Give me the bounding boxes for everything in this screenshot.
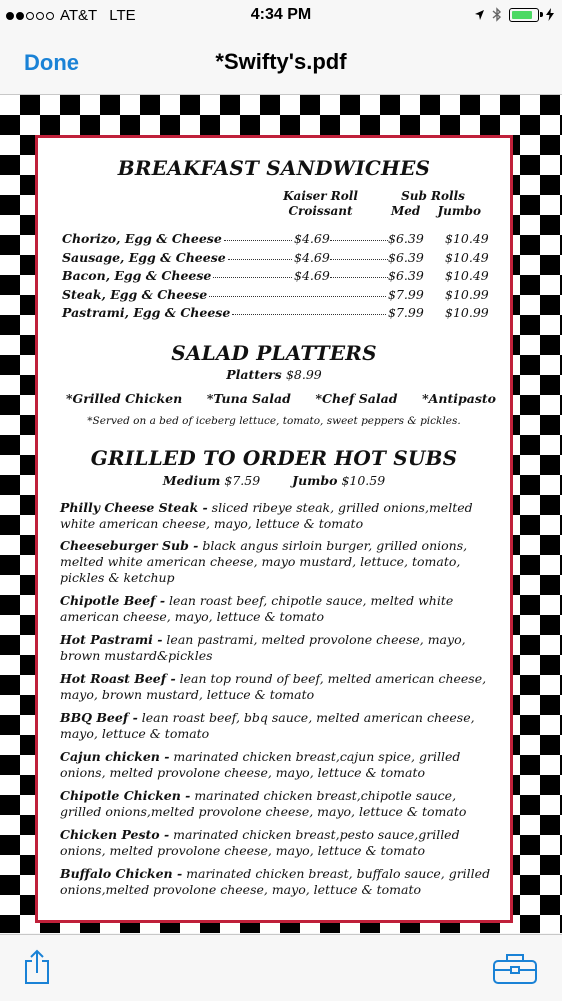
hot-sub-item bbox=[60, 671, 500, 703]
dotted-leader bbox=[213, 277, 292, 278]
breakfast-item bbox=[62, 268, 492, 286]
bottom-toolbar bbox=[0, 934, 562, 1001]
document-title: *Swifty's.pdf bbox=[215, 49, 347, 74]
hot-sub-item bbox=[60, 788, 500, 820]
salad-items bbox=[66, 391, 496, 406]
hot-sub-item bbox=[60, 866, 500, 898]
dotted-leader bbox=[224, 240, 292, 241]
jumbo-label: Jumbo bbox=[437, 204, 481, 218]
menu-page bbox=[35, 135, 513, 923]
sub-description: marinated chicken breast, buffalo sauce, grilled onions,melted provolone cheese, mayo, lettuce & tomato bbox=[60, 866, 491, 897]
sub-description: lean roast beef, bbq sauce, melted american cheese, mayo, lettuce & tomato bbox=[60, 710, 475, 741]
salad-note: *Served on a bed of iceberg lettuce, tomato, sweet peppers & pickles. bbox=[87, 415, 461, 427]
salad-item: *Antipasto bbox=[422, 391, 496, 406]
item-name: Sausage, Egg & Cheese bbox=[62, 249, 226, 265]
item-name: Bacon, Egg & Cheese bbox=[62, 268, 212, 283]
status-time: 4:34 PM bbox=[250, 6, 312, 23]
jumbo-price-label: Jumbo bbox=[292, 473, 338, 488]
sub-column-header bbox=[383, 189, 483, 219]
dotted-leader bbox=[330, 240, 388, 241]
markup-button[interactable] bbox=[492, 951, 538, 989]
med-price: $6.39 bbox=[388, 249, 424, 265]
salad-price-label: Platters bbox=[226, 367, 282, 382]
kaiser-column-header bbox=[273, 189, 368, 219]
med-label: Med bbox=[391, 204, 421, 218]
hot-sub-item bbox=[60, 593, 500, 625]
med-price: $7.99 bbox=[388, 305, 424, 320]
toolbox-icon bbox=[492, 951, 538, 985]
med-price: $6.39 bbox=[388, 268, 424, 283]
sub-name: Cajun chicken - bbox=[60, 749, 170, 764]
item-name: Chorizo, Egg & Cheese bbox=[62, 231, 222, 246]
breakfast-item bbox=[62, 250, 492, 268]
item-name: Steak, Egg & Cheese bbox=[62, 286, 208, 302]
med-price: $7.99 bbox=[388, 286, 424, 302]
breakfast-item bbox=[62, 231, 492, 249]
dotted-leader bbox=[330, 259, 388, 260]
sub-description: lean top round of beef, melted american cheese, mayo, brown mustard, lettuce & tomato bbox=[60, 671, 487, 702]
medium-price: $7.59 bbox=[224, 473, 261, 488]
sub-description: sliced ribeye steak, grilled onions,melted white american cheese, mayo, lettuce & tomato bbox=[60, 500, 473, 531]
subs-prices bbox=[38, 473, 510, 488]
jumbo-price: $10.59 bbox=[341, 473, 386, 488]
sub-name: Cheeseburger Sub - bbox=[60, 538, 199, 553]
kaiser-price: $4.69 bbox=[294, 231, 330, 246]
item-name: Pastrami, Egg & Cheese bbox=[62, 305, 231, 320]
bluetooth-icon bbox=[492, 7, 502, 22]
sub-description: lean roast beef, chipotle sauce, melted white american cheese, mayo, lettuce & tomato bbox=[60, 593, 454, 624]
jumbo-price: $10.99 bbox=[445, 305, 489, 320]
status-right bbox=[474, 7, 554, 22]
sub-description: black angus sirloin burger, grilled onions, melted white american cheese, mayo mustard, lettuce, tomato, pickles & ketchup bbox=[60, 538, 468, 585]
dotted-leader bbox=[209, 296, 386, 297]
breakfast-item bbox=[62, 287, 492, 305]
sub-name: Chipotle Chicken - bbox=[60, 788, 191, 803]
sub-name: Hot Roast Beef - bbox=[60, 671, 176, 686]
sub-rolls-label: Sub Rolls bbox=[401, 189, 465, 203]
kaiser-label: Kaiser Roll bbox=[283, 189, 358, 203]
breakfast-item bbox=[62, 305, 492, 323]
salad-item: *Grilled Chicken bbox=[66, 391, 183, 406]
salad-title: SALAD PLATTERS bbox=[171, 341, 377, 365]
done-button[interactable]: Done bbox=[24, 50, 79, 75]
share-button[interactable] bbox=[22, 949, 52, 989]
hot-sub-item bbox=[60, 749, 500, 781]
salad-price-value: $8.99 bbox=[285, 367, 322, 382]
med-price: $6.39 bbox=[388, 231, 424, 246]
charging-icon bbox=[546, 8, 554, 21]
hot-sub-item bbox=[60, 500, 500, 532]
kaiser-price: $4.69 bbox=[294, 268, 330, 283]
sub-name: Chicken Pesto - bbox=[60, 827, 170, 842]
salad-item: *Tuna Salad bbox=[206, 391, 291, 406]
sub-description: lean pastrami, melted provolone cheese, mayo, brown mustard&pickles bbox=[60, 632, 466, 663]
status-bar bbox=[0, 0, 562, 34]
hot-sub-item bbox=[60, 710, 500, 742]
dotted-leader bbox=[232, 314, 386, 315]
jumbo-price: $10.49 bbox=[445, 268, 489, 283]
sub-name: Buffalo Chicken - bbox=[60, 866, 183, 881]
kaiser-price: $4.69 bbox=[294, 249, 330, 265]
pdf-document-view[interactable] bbox=[0, 95, 562, 933]
breakfast-title: BREAKFAST SANDWICHES bbox=[117, 156, 431, 180]
battery-icon bbox=[509, 8, 539, 22]
salad-item: *Chef Salad bbox=[315, 391, 398, 406]
jumbo-price: $10.49 bbox=[445, 249, 489, 265]
subs-title: GRILLED TO ORDER HOT SUBS bbox=[90, 446, 458, 470]
jumbo-price: $10.99 bbox=[445, 286, 489, 302]
dotted-leader bbox=[330, 277, 388, 278]
sub-name: Hot Pastrami - bbox=[60, 632, 163, 647]
network-label: LTE bbox=[109, 7, 136, 24]
croissant-label: Croissant bbox=[288, 204, 353, 218]
navigation-bar bbox=[0, 34, 562, 95]
sub-description: marinated chicken breast,cajun spice, grilled onions, melted provolone cheese, mayo, lettuce & tomato bbox=[60, 749, 461, 780]
sub-name: BBQ Beef - bbox=[60, 710, 138, 725]
salad-price bbox=[38, 367, 510, 382]
sub-name: Chipotle Beef - bbox=[60, 593, 166, 608]
dotted-leader bbox=[228, 259, 292, 260]
share-icon bbox=[22, 949, 52, 985]
medium-label: Medium bbox=[162, 473, 221, 488]
hot-sub-item bbox=[60, 538, 500, 586]
location-arrow-icon bbox=[474, 9, 485, 21]
sub-description: marinated chicken breast,chipotle sauce, grilled onions,melted provolone cheese, mayo, lettuce & tomato bbox=[60, 788, 467, 819]
jumbo-price: $10.49 bbox=[445, 231, 489, 246]
carrier-label: AT&T bbox=[60, 7, 98, 24]
sub-name: Philly Cheese Steak - bbox=[60, 500, 208, 515]
hot-sub-item bbox=[60, 632, 500, 664]
sub-description: marinated chicken breast,pesto sauce,grilled onions, melted provolone cheese, mayo, lettuce & tomato bbox=[60, 827, 460, 858]
hot-sub-item bbox=[60, 827, 500, 859]
